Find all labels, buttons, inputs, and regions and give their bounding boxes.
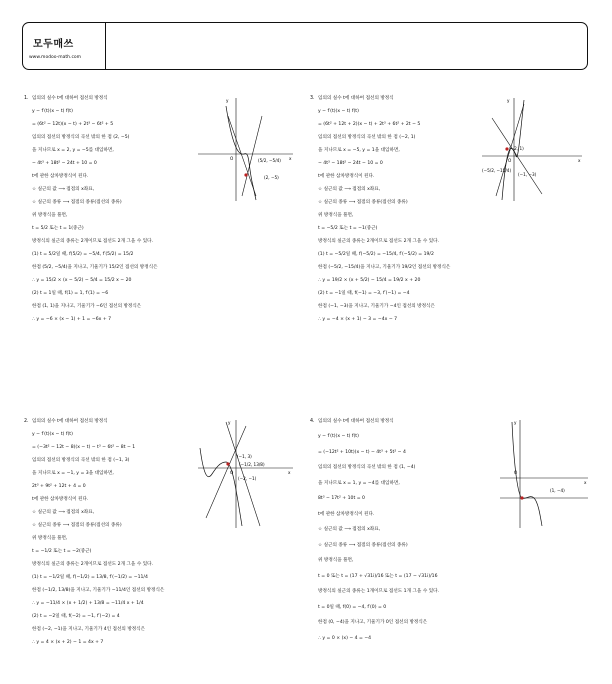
solution-line: t = 0 또는 t = (17 + √31i)/16 또는 t = (17 − √31i)/16 bbox=[318, 573, 438, 579]
solution-line: 방정식의 실근의 종류는 2개이므로 접선도 2개 그을 수 있다. bbox=[32, 238, 154, 244]
y-axis-label: y bbox=[507, 98, 510, 103]
solution-line: ☆ 실근의 종류 ⟶ 접점의 종류(접선의 종류) bbox=[318, 542, 408, 548]
solution-line: 을 지나므로 x = 2, y = −5를 대입하면, bbox=[32, 147, 114, 153]
problem-2-graph bbox=[198, 418, 293, 528]
solution-line: 한점 (−1/2, 13/8)을 지나고, 기울기가 −11/4인 접선의 방정식은 bbox=[32, 587, 165, 593]
solution-line: ☆ 실근의 종류 ⟶ 접점의 종류(접선의 종류) bbox=[32, 199, 122, 205]
brand-url: www.modoo-math.com bbox=[29, 55, 82, 60]
tangent-point bbox=[226, 462, 229, 465]
origin-label: O bbox=[230, 470, 234, 475]
solution-line: y − f′(t)(x − t) f(t) bbox=[318, 108, 359, 114]
solution-line: (1) t = −5/2일 때, f(−5/2) = −15/4, f′(−5/2) = 19/2 bbox=[318, 251, 434, 257]
solution-line: 한점 (−5/2, −15/4)을 지나고, 기울기가 19/2인 접선의 방정식은 bbox=[318, 264, 451, 270]
problem-3-graph bbox=[482, 96, 582, 201]
tangent-line-2 bbox=[206, 426, 246, 518]
y-axis-label: y bbox=[228, 420, 231, 425]
solution-line: (2) t = −1일 때, f(−1) = −3, f′(−1) = −4 bbox=[318, 290, 410, 296]
solution-line: ☆ 실근의 값 ⟶ 접점의 x좌표, bbox=[318, 527, 381, 533]
solution-line: = (6t² − 12t)(x − t) + 2t³ − 6t² + 5 bbox=[32, 121, 114, 127]
solution-line: = (−12t² + 10t)(x − t) − 4t³ + 5t² − 4 bbox=[318, 449, 406, 455]
point-label-1: (1, −4) bbox=[550, 488, 565, 493]
solution-line: ∴ y = 19/2 × (x + 5/2) − 15/4 = 19/2 x + 20 bbox=[318, 277, 421, 283]
solution-line: ∴ y = 4 × (x + 2) − 1 = 4x + 7 bbox=[32, 639, 104, 645]
solution-line: ∴ y = −6 × (x − 1) + 1 = −6x + 7 bbox=[32, 316, 112, 322]
solution-line: t에 관한 삼차방정식이 된다. bbox=[318, 511, 375, 517]
solution-line: = (6t² + 12t + 2)(x − t) + 2t³ + 6t² + 2t − 5 bbox=[318, 121, 421, 127]
solution-line: 한점 (0, −4)을 지나고, 기울기가 0인 접선의 방정식은 bbox=[318, 620, 428, 626]
origin-label: O bbox=[230, 156, 234, 161]
solution-line: 위 방정식을 풀면, bbox=[318, 212, 354, 218]
solution-line: 임의의 접선의 방정식의 곡선 밖의 한 점 (−1, 3) bbox=[32, 457, 130, 463]
solution-line: t = −5/2 또는 t = −1(중근) bbox=[318, 225, 378, 231]
x-axis-label: x bbox=[289, 156, 292, 161]
point-label-2: (−1, 3) bbox=[237, 454, 252, 459]
point-label-3: (−1, −3) bbox=[518, 172, 537, 177]
solution-line: t에 관한 삼차방정식이 된다. bbox=[32, 496, 89, 502]
point-label-3: (−2, −1) bbox=[238, 476, 257, 481]
page-header bbox=[22, 22, 588, 70]
solution-line: 2t³ + 9t² + 12t + 4 = 0 bbox=[32, 483, 86, 489]
solution-line: 한점 (5/2, −5/4)을 지나고, 기울기가 15/2인 접선의 방정식은 bbox=[32, 264, 158, 270]
problem-4 bbox=[310, 419, 508, 660]
solution-line: 을 지나므로 x = −5, y = 1을 대입하면, bbox=[318, 147, 400, 153]
solution-line: 위 방정식을 풀면, bbox=[32, 535, 68, 541]
point-label-1: (5/2, −5/4) bbox=[258, 158, 281, 163]
solution-line: y − f′(t)(x − t) f(t) bbox=[318, 434, 359, 440]
tangent-point bbox=[520, 496, 523, 499]
solution-line: 임의의 실수 t에 대하여 접선의 방정식 bbox=[318, 419, 394, 424]
solution-line: y − f′(t)(x − t) f(t) bbox=[32, 431, 73, 437]
problem-number: 1. bbox=[24, 96, 29, 101]
point-label-1: (−1/2, 13/8) bbox=[239, 462, 265, 467]
problem-2 bbox=[24, 419, 222, 660]
y-axis-label: y bbox=[514, 420, 517, 425]
tangent-point bbox=[244, 173, 247, 176]
solution-line: 임의의 실수 t에 대하여 접선의 방정식 bbox=[32, 96, 108, 101]
origin-label: O bbox=[508, 158, 512, 163]
solution-line: 임의의 실수 t에 대하여 접선의 방정식 bbox=[32, 419, 108, 424]
solution-line: t에 관한 삼차방정식이 된다. bbox=[318, 173, 375, 179]
problem-number: 3. bbox=[310, 96, 315, 101]
solution-line: y − f′(t)(x − t) f(t) bbox=[32, 108, 73, 114]
solution-line: ∴ y = 0 × (x) − 4 = −4 bbox=[318, 635, 372, 641]
solution-line: t = 0일 때, f(0) = −4, f′(0) = 0 bbox=[318, 604, 387, 610]
point-label-2: (−5/2, −15/4) bbox=[482, 168, 512, 173]
solution-line: 임의의 접선의 방정식의 곡선 밖의 한 점 (1, −4) bbox=[318, 465, 416, 471]
solution-line: (1) t = 5/2일 때, f(5/2) = −5/4, f′(5/2) = 15/2 bbox=[32, 251, 134, 257]
solution-line: ∴ y = −4 × (x + 1) − 3 = −4x − 7 bbox=[318, 316, 398, 322]
origin-label: O bbox=[514, 470, 518, 475]
solution-line: 을 지나므로 x = −1, y = 3을 대입하면, bbox=[32, 470, 114, 476]
point-label-2: (2, −5) bbox=[264, 175, 279, 180]
solution-line: t = −1/2 또는 t = −2(중근) bbox=[32, 548, 92, 554]
solution-line: t = 5/2 또는 t = 1(중근) bbox=[32, 225, 84, 231]
brand-title: 모두매쓰 bbox=[33, 39, 74, 50]
solution-line: (2) t = −2일 때, f(−2) = −1, f′(−2) = 4 bbox=[32, 613, 120, 619]
solution-line: 임의의 접선의 방정식의 곡선 밖의 한 점 (−2, 1) bbox=[318, 134, 416, 140]
solution-line: 임의의 실수 t에 대하여 접선의 방정식 bbox=[318, 96, 394, 101]
solution-line: ☆ 실근의 값 ⟶ 접점의 x좌표, bbox=[318, 186, 381, 192]
x-axis-label: x bbox=[584, 480, 587, 485]
solution-line: 임의의 접선의 방정식의 곡선 밖의 한 점 (2, −5) bbox=[32, 134, 130, 140]
y-axis-label: y bbox=[226, 98, 229, 103]
solution-line: 방정식의 실근의 종류는 2개이므로 접선도 2개 그을 수 있다. bbox=[32, 561, 154, 567]
solution-line: ∴ y = −11/4 × (x + 1/2) + 13/8 = −11/4 x + 1/4 bbox=[32, 600, 144, 606]
x-axis-label: x bbox=[578, 158, 581, 163]
solution-line: (2) t = 1일 때, f(1) = 1, f′(1) = −6 bbox=[32, 290, 109, 296]
problem-number: 2. bbox=[24, 419, 29, 424]
solution-line: 위 방정식을 풀면, bbox=[318, 558, 354, 564]
problem-1-graph bbox=[198, 96, 293, 201]
x-axis-label: x bbox=[288, 470, 291, 475]
solution-line: 한점 (−1, −3)을 지나고, 기울기가 −4인 접선의 방정식은 bbox=[318, 303, 435, 309]
solution-line: ∴ y = 15/2 × (x − 5/2) − 5/4 = 15/2 x − 20 bbox=[32, 277, 132, 283]
solution-line: − 4t³ + 18t² − 24t + 10 = 0 bbox=[32, 160, 97, 166]
solution-line: 8t³ − 17t² + 10t = 0 bbox=[318, 496, 365, 502]
problem-1 bbox=[24, 96, 222, 337]
problem-number: 4. bbox=[310, 419, 315, 424]
solution-line: 한점 (−2, −1)을 지나고, 기울기가 4인 접선의 방정식은 bbox=[32, 626, 146, 632]
solution-line: 을 지나므로 x = 1, y = −4를 대입하면, bbox=[318, 480, 400, 486]
solution-line: ☆ 실근의 값 ⟶ 접점의 x좌표, bbox=[32, 509, 95, 515]
problem-3 bbox=[310, 96, 508, 337]
solution-line: 방정식의 실근의 종류는 1개이므로 접선도 1개 그을 수 있다. bbox=[318, 589, 440, 595]
solution-line: 한점 (1, 1)을 지나고, 기울기가 −6인 접선의 방정식은 bbox=[32, 303, 142, 309]
solution-line: = (−3t² − 12t − 8)(x − t) − t³ − 6t² − 8t − 1 bbox=[32, 444, 136, 450]
solution-line: − 4t³ − 18t² − 24t − 10 = 0 bbox=[318, 160, 383, 166]
solution-line: 위 방정식을 풀면, bbox=[32, 212, 68, 218]
solution-line: (1) t = −1/2일 때, f(−1/2) = 13/8, f′(−1/2) = −11/4 bbox=[32, 574, 148, 580]
solution-line: ☆ 실근의 종류 ⟶ 접점의 종류(접선의 종류) bbox=[32, 522, 122, 528]
solution-line: ☆ 실근의 값 ⟶ 접점의 x좌표, bbox=[32, 186, 95, 192]
solution-line: 방정식의 실근의 종류는 2개이므로 접선도 2개 그을 수 있다. bbox=[318, 238, 440, 244]
point-label-1: (−2, 1) bbox=[509, 146, 524, 151]
problem-4-graph bbox=[500, 418, 588, 528]
header-divider bbox=[105, 23, 106, 69]
curve bbox=[200, 448, 242, 526]
solution-line: t에 관한 삼차방정식이 된다. bbox=[32, 173, 89, 179]
solution-line: ☆ 실근의 종류 ⟶ 접점의 종류(접선의 종류) bbox=[318, 199, 408, 205]
